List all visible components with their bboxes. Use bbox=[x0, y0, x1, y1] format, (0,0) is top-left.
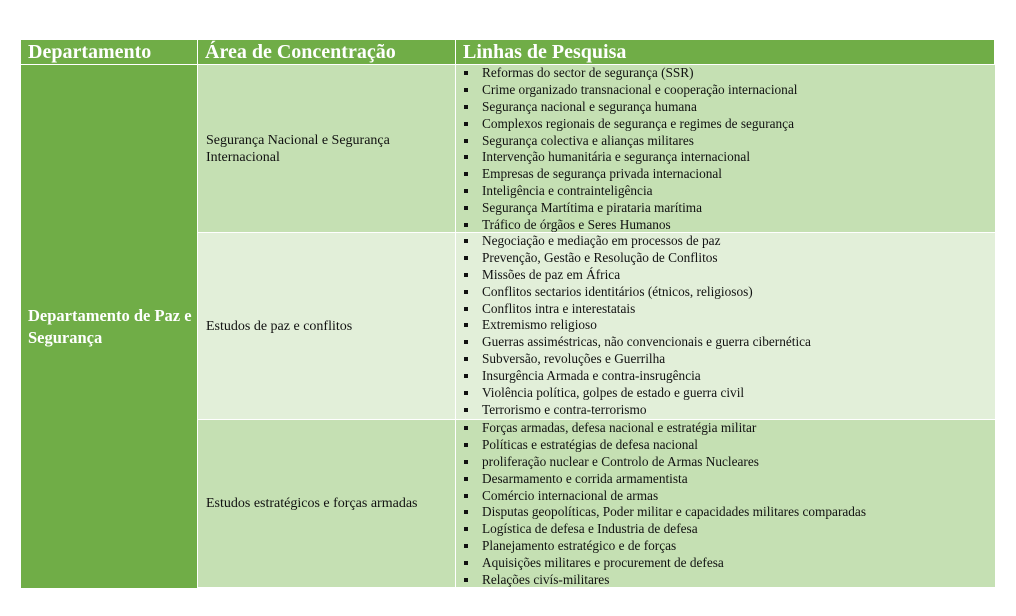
square-bullet-icon bbox=[464, 88, 468, 92]
square-bullet-icon bbox=[464, 578, 468, 582]
lines-list bbox=[456, 233, 995, 419]
list-item bbox=[456, 521, 995, 538]
research-line-text: Conflitos sectarios identitários (étnicos, religiosos) bbox=[482, 283, 753, 299]
square-bullet-icon bbox=[464, 189, 468, 193]
list-item bbox=[456, 368, 995, 385]
list-item bbox=[456, 133, 995, 150]
area-cell: Estudos estratégicos e forças armadas bbox=[198, 420, 456, 588]
list-item bbox=[456, 149, 995, 166]
research-line-text: Missões de paz em África bbox=[482, 266, 621, 282]
area-cell: Segurança Nacional e Segurança Internacional bbox=[198, 65, 456, 233]
department-cell: Departamento de Paz e Segurança bbox=[21, 65, 198, 588]
list-item bbox=[456, 420, 995, 437]
list-item bbox=[456, 284, 995, 301]
list-item bbox=[456, 454, 995, 471]
research-line-text: Terrorismo e contra-terrorismo bbox=[482, 401, 647, 417]
area-cell: Estudos de paz e conflitos bbox=[198, 233, 456, 420]
square-bullet-icon bbox=[464, 510, 468, 514]
lines-cell bbox=[456, 420, 995, 588]
list-item bbox=[456, 572, 995, 589]
square-bullet-icon bbox=[464, 527, 468, 531]
list-item bbox=[456, 217, 995, 234]
square-bullet-icon bbox=[464, 206, 468, 210]
research-line-text: Tráfico de órgãos e Seres Humanos bbox=[482, 217, 671, 233]
lines-list bbox=[456, 420, 995, 589]
list-item bbox=[456, 166, 995, 183]
header-linhas: Linhas de Pesquisa bbox=[456, 40, 995, 65]
list-item bbox=[456, 267, 995, 284]
square-bullet-icon bbox=[464, 561, 468, 565]
square-bullet-icon bbox=[464, 273, 468, 277]
list-item bbox=[456, 233, 995, 250]
square-bullet-icon bbox=[464, 408, 468, 412]
square-bullet-icon bbox=[464, 323, 468, 327]
list-item bbox=[456, 301, 995, 318]
lines-list bbox=[456, 65, 995, 234]
research-line-text: Guerras assiméstricas, não convencionais e guerra cibernética bbox=[482, 334, 811, 350]
list-item bbox=[456, 250, 995, 267]
research-line-text: Segurança colectiva e alianças militares bbox=[482, 132, 694, 148]
research-line-text: Logística de defesa e Industria de defesa bbox=[482, 521, 698, 537]
research-line-text: Empresas de segurança privada internacional bbox=[482, 166, 722, 182]
square-bullet-icon bbox=[464, 256, 468, 260]
list-item bbox=[456, 555, 995, 572]
square-bullet-icon bbox=[464, 443, 468, 447]
research-line-text: Extremismo religioso bbox=[482, 317, 597, 333]
list-item bbox=[456, 488, 995, 505]
square-bullet-icon bbox=[464, 460, 468, 464]
square-bullet-icon bbox=[464, 494, 468, 498]
research-line-text: Comércio internacional de armas bbox=[482, 487, 659, 503]
research-line-text: Intervenção humanitária e segurança internacional bbox=[482, 149, 751, 165]
list-item bbox=[456, 437, 995, 454]
research-line-text: Complexos regionais de segurança e regimes de segurança bbox=[482, 115, 794, 131]
list-item bbox=[456, 82, 995, 99]
research-line-text: proliferação nuclear e Controlo de Armas Nucleares bbox=[482, 453, 759, 469]
square-bullet-icon bbox=[464, 139, 468, 143]
square-bullet-icon bbox=[464, 122, 468, 126]
list-item bbox=[456, 65, 995, 82]
research-line-text: Violência política, golpes de estado e guerra civil bbox=[482, 385, 745, 401]
list-item bbox=[456, 471, 995, 488]
research-line-text: Insurgência Armada e contra-insrugência bbox=[482, 368, 701, 384]
header-departamento: Departamento bbox=[21, 40, 198, 65]
research-line-text: Crime organizado transnacional e cooperação internacional bbox=[482, 81, 798, 97]
square-bullet-icon bbox=[464, 172, 468, 176]
list-item bbox=[456, 504, 995, 521]
list-item bbox=[456, 402, 995, 419]
header-area: Área de Concentração bbox=[198, 40, 456, 65]
research-line-text: Aquisições militares e procurement de defesa bbox=[482, 555, 724, 571]
square-bullet-icon bbox=[464, 223, 468, 227]
square-bullet-icon bbox=[464, 426, 468, 430]
square-bullet-icon bbox=[464, 340, 468, 344]
list-item bbox=[456, 385, 995, 402]
research-line-text: Disputas geopolíticas, Poder militar e capacidades militares comparadas bbox=[482, 504, 867, 520]
square-bullet-icon bbox=[464, 71, 468, 75]
research-line-text: Conflitos intra e interestatais bbox=[482, 300, 636, 316]
square-bullet-icon bbox=[464, 290, 468, 294]
list-item bbox=[456, 334, 995, 351]
research-line-text: Planejamento estratégico e de forças bbox=[482, 538, 677, 554]
research-line-text: Segurança Martítima e pirataria marítima bbox=[482, 200, 703, 216]
square-bullet-icon bbox=[464, 155, 468, 159]
research-line-text: Políticas e estratégias de defesa nacional bbox=[482, 436, 698, 452]
square-bullet-icon bbox=[464, 544, 468, 548]
research-line-text: Prevenção, Gestão e Resolução de Conflitos bbox=[482, 249, 718, 265]
research-lines-table bbox=[21, 40, 995, 588]
square-bullet-icon bbox=[464, 477, 468, 481]
square-bullet-icon bbox=[464, 307, 468, 311]
square-bullet-icon bbox=[464, 357, 468, 361]
lines-cell bbox=[456, 233, 995, 420]
lines-cell bbox=[456, 65, 995, 233]
list-item bbox=[456, 538, 995, 555]
research-line-text: Inteligência e contrainteligência bbox=[482, 183, 653, 199]
square-bullet-icon bbox=[464, 239, 468, 243]
list-item bbox=[456, 116, 995, 133]
research-line-text: Relações civís-militares bbox=[482, 572, 610, 588]
research-line-text: Segurança nacional e segurança humana bbox=[482, 98, 697, 114]
research-line-text: Forças armadas, defesa nacional e estratégia militar bbox=[482, 420, 757, 435]
square-bullet-icon bbox=[464, 105, 468, 109]
list-item bbox=[456, 351, 995, 368]
list-item bbox=[456, 200, 995, 217]
research-line-text: Desarmamento e corrida armamentista bbox=[482, 470, 688, 486]
research-line-text: Negociação e mediação em processos de paz bbox=[482, 233, 721, 248]
research-line-text: Subversão, revoluções e Guerrilha bbox=[482, 351, 666, 367]
list-item bbox=[456, 183, 995, 200]
square-bullet-icon bbox=[464, 391, 468, 395]
list-item bbox=[456, 317, 995, 334]
research-line-text: Reformas do sector de segurança (SSR) bbox=[482, 65, 694, 80]
list-item bbox=[456, 99, 995, 116]
square-bullet-icon bbox=[464, 374, 468, 378]
